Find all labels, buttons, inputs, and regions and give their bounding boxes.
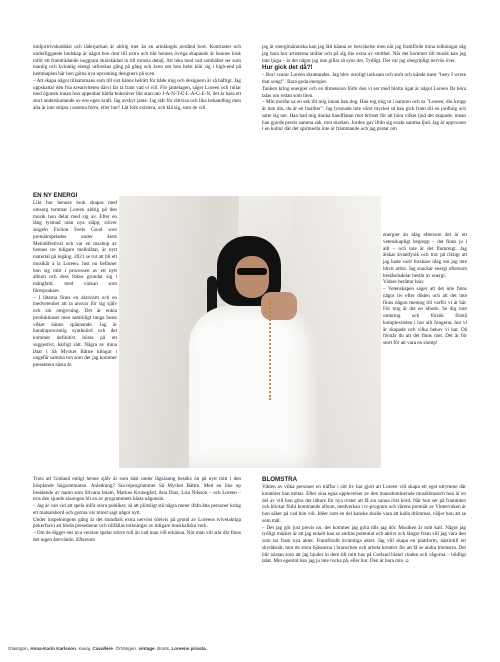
paragraph: – Om de digger ens nya version spelar större roll än vad man vill erkänna. När man vill står där finns det ingen återvändo. Eftersom	[33, 530, 241, 543]
paragraph: energier än idag eftersom det är ett vetenskapligt begrepp – det finns ju i allt – och inte är det flummigt. Jag älskar kvantfysik och tror på riktigt att jag hade varit forskare idag om jag inte blivit artist. Jag snackar energi eftersom beståndsdelar består av energi.	[383, 232, 467, 279]
paragraph: Vikten av vilka personer en träffar i sitt liv har gjort att Loreen vill skapa ett eget utrymme där kreatörer kan mötas. Efter sina egna upplevelser av den mansdominerade musikbransch hon är en del av vill hon göra det lättare för nya röster att få sin sanna röst hörd. När hon ser på framtiden och blickar förbi kommande album, medverkan i tv-program och vårens premiär av Vintervoken är hon säker på vad hon vill. Idéer som en del kanske skulle vara att kalla drömmar, väljer hon att se som mål.	[262, 484, 466, 524]
paragraph: – Bra! svarar Loreen skrattandes. Jag blev otroligt tacksam och stolt och kände mest "heey I wrote that song!". Bara goda energier.	[262, 72, 466, 85]
paragraph: Under inspelningens gång är det stundtals extra nervöst (delvis på grund av Loreens tvivelaktiga pokerface) att bleda presenterar och tillfällas tolkningar av tidigare musikaliska verk.	[33, 516, 241, 530]
earring-chain	[269, 300, 275, 400]
paragraph: – Min morfar sa en sak till mig innan han dog. Han tog mig ut i naturen och sa "Loreen, din kropp är inte din, du är en fasiliter". Jag lyssnade inte värst mycket så han gick fram till en jordhög och satte sig ner. Han bad mig dunka handflatan mot bröstet för att höra vilket ljud det skapade, innan han gjorde precis samma sak, mot marken. Jorden gav ifrån sig exakt samma ljud. Jag är uppvuxen i en kultur där det spirituella inte är främmande och jag pratar om	[262, 99, 466, 133]
face	[235, 256, 269, 298]
paragraph: – I låtarna finns en aktivism och en medvetenhet att ta ansvar för sig själv och sin omgivning. Det är enkla produktioner men samtidigt tunga beats vilket känns spännande. Jag är hundraprocentig synthnörd och det kommer definitivt höras på ett suggestivt, härligt sätt. Några av mina låtar i Så Mycket Bättre klingar i ungefär samma ton som det jag kommer presentera nästa år.	[33, 294, 117, 368]
paragraph: Likt hur hennes look skapas med omsorg tummar Loreen aldrig på den musik hon delar med sig av. Efter en lång tystnad utan nya släpp, stöver singeln Fiction Feels Good som premiärspelades under årets Melodifestival och var en mashup av hennes tre tidigare mellolåtar, är nytt material på ingång. 2021 se rut att bli ett musikår à la Loreen. Just nu befinner hon sig mitt i processen av ett nytt album och dess fokus grundar sig i mångfald, med vinkan som föresprakare.	[33, 200, 117, 294]
caption-text: . Boots,	[154, 646, 172, 651]
right-narrow-column	[383, 232, 467, 347]
paragraph: jag är energimänniska kan jag lätt känna av besvikelse men när jag framförde mina tolkningar såg jag bara hur artisterna strålar och på sig lite extra av stolthet. När det kommer till musik kan jag inte ljuga – är det något jag inte gillar så syns det. Tydligt. Det var jag obegripligt nervös över.	[262, 44, 466, 64]
section-heading-en-ny-energi: EN NY ENERGI	[33, 192, 78, 199]
paragraph: – Jag är van vid att spela inför stora publiker, så att plötsligt stå några meter ifrån åtta personer kring ett matsalsbord och gorma var minst sagt något nytt.	[33, 503, 241, 516]
right-column-bottom	[262, 476, 466, 565]
caption-text: . Kavaj,	[75, 646, 93, 651]
right-column-top	[262, 44, 466, 133]
paragraph: – Att skapa något tillsammans som till sist känns helrätt för både mig och designern är så häftigt. Jag uppskattar den fria kreativiteten därvi far ta fram vad vi vill. För jantelagen, säger Loreen och rullar med ögonen innan hon uppenbar hårda bokstäver likt staccato J-A-N-T-E-L-A-G-E-N, det är bara ett stort underskattande av ens egen kraft. Jag avskyr jante. Jag står för rättvisa och lika behandling men alla är inte stöpta i samma form, eller hur? Låt folk existera, och klä sig, som de vill.	[33, 77, 241, 111]
photo-credits-caption	[8, 646, 488, 651]
left-narrow-column	[33, 192, 117, 369]
paragraph: midjortrivshonbäst och läderjackan är aldrig mer än en armlängds avstånd bort. Kontraster och underliggande budskap är något hon drar till extra och likt hennes övriga skapande är hennes look inför ett framträdande noggrant skärskådad in till minsta detalj. Att leka med vad samhället ser som manlig och kvinnlig energi utforskas gång på gång och även om hon helst klär sig i high-end på hemmaplan bär hon gärna nya upcoming designers på scen.	[33, 44, 241, 77]
section-heading-hur-gick-det: Hur gick det då?!	[262, 64, 313, 72]
caption-text: . Örhängen,	[112, 646, 139, 651]
caption-brand: Cavallere	[92, 646, 113, 651]
sunglasses	[237, 268, 267, 275]
left-column-bottom	[33, 476, 241, 544]
paragraph: Tanken kring energier och en dimension förbi den vi ser med blotta ögat är något Loreen får höra talas om redan som liten.	[262, 85, 466, 99]
caption-brand: Anna-Karin Karlsson	[30, 646, 76, 651]
section-heading-blomstra: BLOMSTRA	[262, 476, 298, 483]
portrait-photo	[119, 196, 381, 468]
hands	[261, 292, 297, 320]
left-column-top	[33, 44, 241, 112]
paragraph: – Vetenskapen säger att det inte finns något liv efter döden och att det inte finns någon mening till varför vi är här. För mig är det en idiotie. Se dig runt omkring och försök förstå komplexiteten i hur allt fungerar, hur vi är skapade och vilka behov vi har. Då förstår du att det finns mer. Det är för stort för att vara en slump!	[383, 286, 467, 346]
caption-brand: vintage	[138, 646, 155, 651]
caption-text: Glasögon,	[8, 646, 31, 651]
white-jacket	[189, 306, 319, 468]
paragraph: Trots att Gotland enligt henne själv är som bäst under lågsäsong besöks ön på nytt mitt i den hösplande högsommaren. Anledning? Succéprogrammet Så Mycket Bättre. Med en line up bestående av namn som Silvana Imam, Markus Krunegård, Ana Diaz, Lisa Nilsson – och Loreen – tros den sjunde säsongen bli en av programmets bästa någonsin.	[33, 476, 241, 503]
caption-brand: Loreens privata.	[171, 646, 207, 651]
paragraph: – Det jag gör just precis nu, det kommer jag göra tills jag dör. Musiken är mitt kall. Något jag tydligt märker är att jag enkelt kan se andras potential och aktivt och längre fram vill jag vara den som tar fram nya akter. Framförallt kvinnliga akter. Jag vill skapa en plattform, nästintill ett skyddsnät, mot de stora bjässarna i branschen och arbeta kreativt för att få se andra blomstra. Det blir nästan som att jag bjuder in dem till mitt hus på Gotland bland vinden och vågorna – bildligt talat. Min egentid kan jag ju inte rucka på, eller hur. Den är bara min ☺	[262, 524, 466, 565]
paragraph: Vidare berättar hon:	[383, 279, 425, 286]
